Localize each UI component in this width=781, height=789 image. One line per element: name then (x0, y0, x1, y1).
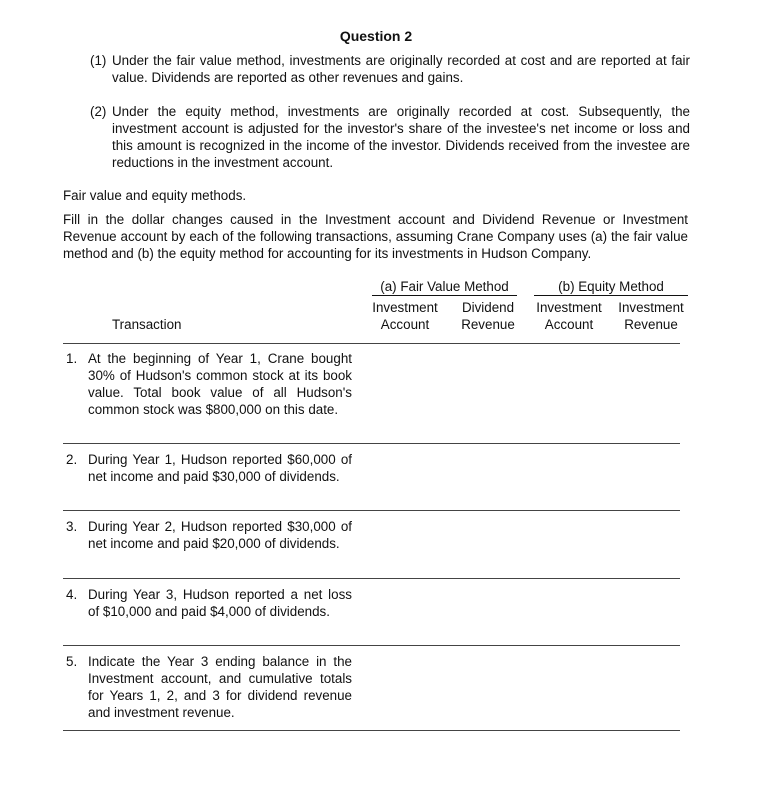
row-divider (63, 343, 680, 344)
table-row-2 (66, 451, 352, 485)
instructions: Fill in the dollar changes caused in the Investment account and Dividend Revenue or Investment Revenue account by each of the following transactions, assuming Crane Company uses (a) the fair value method and (b) the equity method for accounting for its investments in Hudson Company. (63, 212, 688, 261)
group-header-equity: (b) Equity Method (534, 278, 688, 296)
column-header-line: Investment (618, 300, 684, 315)
column-header-fv-investment-account (365, 299, 445, 333)
column-header-transaction: Transaction (112, 317, 182, 332)
row-number: 1. (66, 351, 78, 366)
table-row-1 (66, 350, 352, 418)
row-text: At the beginning of Year 1, Crane bought 30% of Hudson's common stock at its book value. Total book value of all Hudson's common stock was $800,000 on this date. (88, 351, 352, 417)
row-text: Indicate the Year 3 ending balance in the Investment account, and cumulative totals for Years 1, 2, and 3 for dividend revenue and investment revenue. (88, 654, 352, 720)
row-text: During Year 1, Hudson reported $60,000 of net income and paid $30,000 of dividends. (88, 452, 352, 484)
paragraph-text: Under the equity method, investments are originally recorded at cost. Subsequently, the investment account is adjusted for the investor's share of the investee's net income or loss and this amount is recognized in the income of the investor. Dividends received from the investee are reductions in the investment account. (112, 104, 690, 170)
paragraph-number: (2) (90, 104, 107, 119)
table-row-5 (66, 653, 352, 721)
row-divider (63, 443, 680, 444)
column-header-line: Account (380, 317, 430, 332)
table-row-4 (66, 586, 352, 620)
paragraph-text: Under the fair value method, investments are originally recorded at cost and are reported at fair value. Dividends are reported as other revenues and gains. (112, 53, 690, 85)
column-header-line: Dividend (461, 300, 515, 315)
table-row-3 (66, 518, 352, 552)
row-divider (63, 578, 680, 579)
row-text: During Year 2, Hudson reported $30,000 of net income and paid $20,000 of dividends. (88, 519, 352, 551)
column-header-line: Revenue (461, 317, 515, 332)
row-text: During Year 3, Hudson reported a net loss of $10,000 and paid $4,000 of dividends. (88, 587, 352, 619)
paragraph-equity (90, 103, 690, 171)
column-header-dividend-revenue (448, 299, 528, 333)
column-header-investment-revenue (611, 299, 691, 333)
column-header-line: Investment (536, 300, 602, 315)
group-header-fair-value: (a) Fair Value Method (372, 278, 517, 296)
column-header-line: Account (544, 317, 594, 332)
row-divider (63, 510, 680, 511)
row-number: 3. (66, 519, 78, 534)
question-title: Question 2 (339, 28, 413, 44)
row-divider (63, 730, 680, 731)
column-header-line: Revenue (624, 317, 678, 332)
row-divider (63, 645, 680, 646)
column-header-eq-investment-account (528, 299, 610, 333)
section-heading: Fair value and equity methods. (63, 188, 247, 203)
row-number: 4. (66, 587, 78, 602)
paragraph-number: (1) (90, 53, 107, 68)
column-header-line: Investment (372, 300, 438, 315)
paragraph-fair-value (90, 52, 690, 86)
row-number: 2. (66, 452, 78, 467)
row-number: 5. (66, 654, 78, 669)
